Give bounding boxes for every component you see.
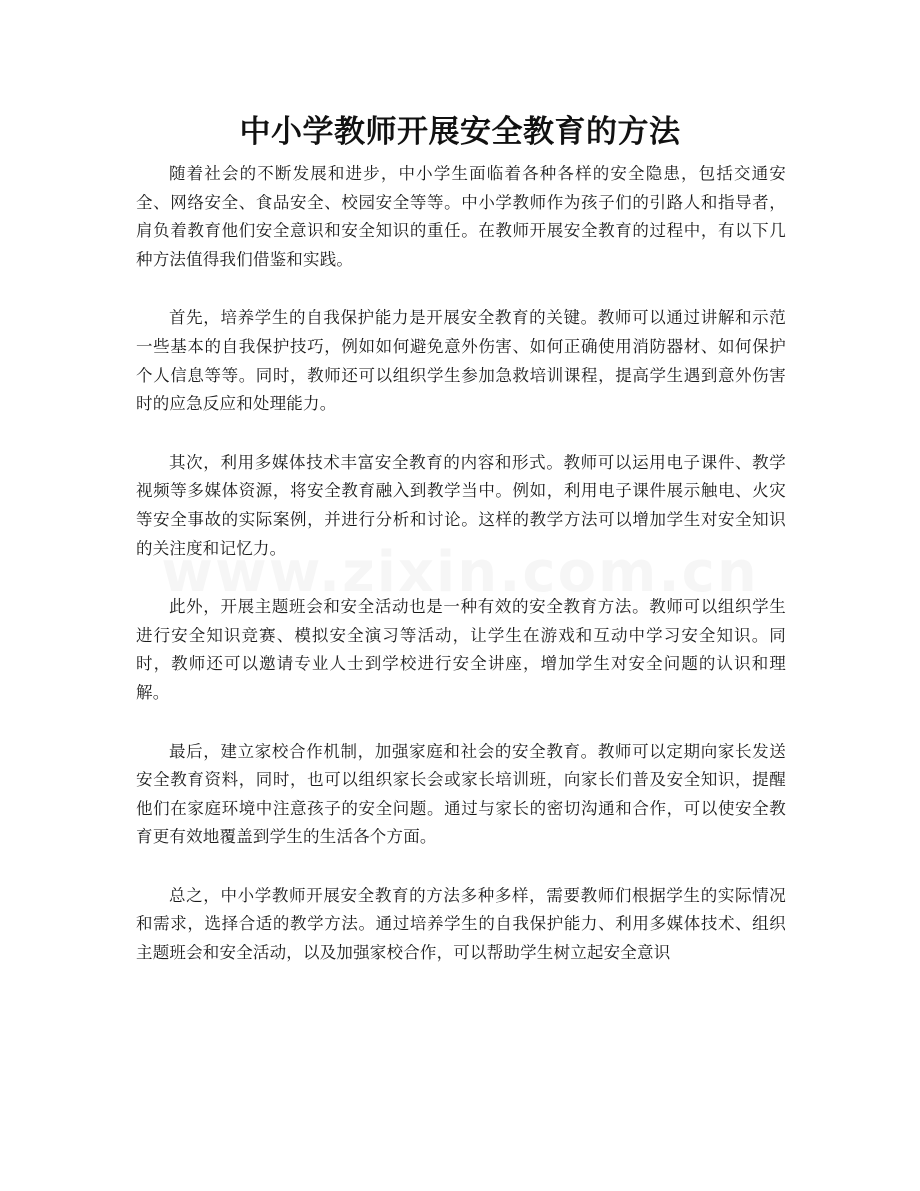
- paragraph-home-school: 最后，建立家校合作机制，加强家庭和社会的安全教育。教师可以定期向家长发送安全教育资料，同时，也可以组织家长会或家长培训班，向家长们普及安全知识，提醒他们在家庭环境中注意孩子的安全问题。通过与家长的密切沟通和合作，可以使安全教育更有效地覆盖到学生的生活各个方面。: [136, 741, 786, 847]
- paragraph-self-protection: 首先，培养学生的自我保护能力是开展安全教育的关键。教师可以通过讲解和示范一些基本的自我保护技巧，例如如何避免意外伤害、如何正确使用消防器材、如何保护个人信息等等。同时，教师还可以组织学生参加急救培训课程，提高学生遇到意外伤害时的应急反应和处理能力。: [136, 308, 786, 414]
- paragraph-multimedia: 其次，利用多媒体技术丰富安全教育的内容和形式。教师可以运用电子课件、教学视频等多媒体资源，将安全教育融入到教学当中。例如，利用电子课件展示触电、火灾等安全事故的实际案例，并进行分析和讨论。这样的教学方法可以增加学生对安全知识的关注度和记忆力。: [136, 452, 786, 558]
- paragraph-class-meetings: 此外，开展主题班会和安全活动也是一种有效的安全教育方法。教师可以组织学生进行安全知识竞赛、模拟安全演习等活动，让学生在游戏和互动中学习安全知识。同时，教师还可以邀请专业人士到学校进行安全讲座，增加学生对安全问题的认识和理解。: [136, 597, 786, 702]
- document-body: [136, 160, 786, 998]
- paragraph-conclusion: 总之，中小学教师开展安全教育的方法多种多样，需要教师们根据学生的实际情况和需求，选择合适的教学方法。通过培养学生的自我保护能力、利用多媒体技术、组织主题班会和安全活动，以及加强家校合作，可以帮助学生树立起安全意识: [136, 885, 786, 963]
- paragraph-intro: 随着社会的不断发展和进步，中小学生面临着各种各样的安全隐患，包括交通安全、网络安全、食品安全、校园安全等等。中小学教师作为孩子们的引路人和指导者，肩负着教育他们安全意识和安全知识的重任。在教师开展安全教育的过程中，有以下几种方法值得我们借鉴和实践。: [136, 164, 786, 269]
- page-title: 中小学教师开展安全教育的方法: [239, 114, 681, 150]
